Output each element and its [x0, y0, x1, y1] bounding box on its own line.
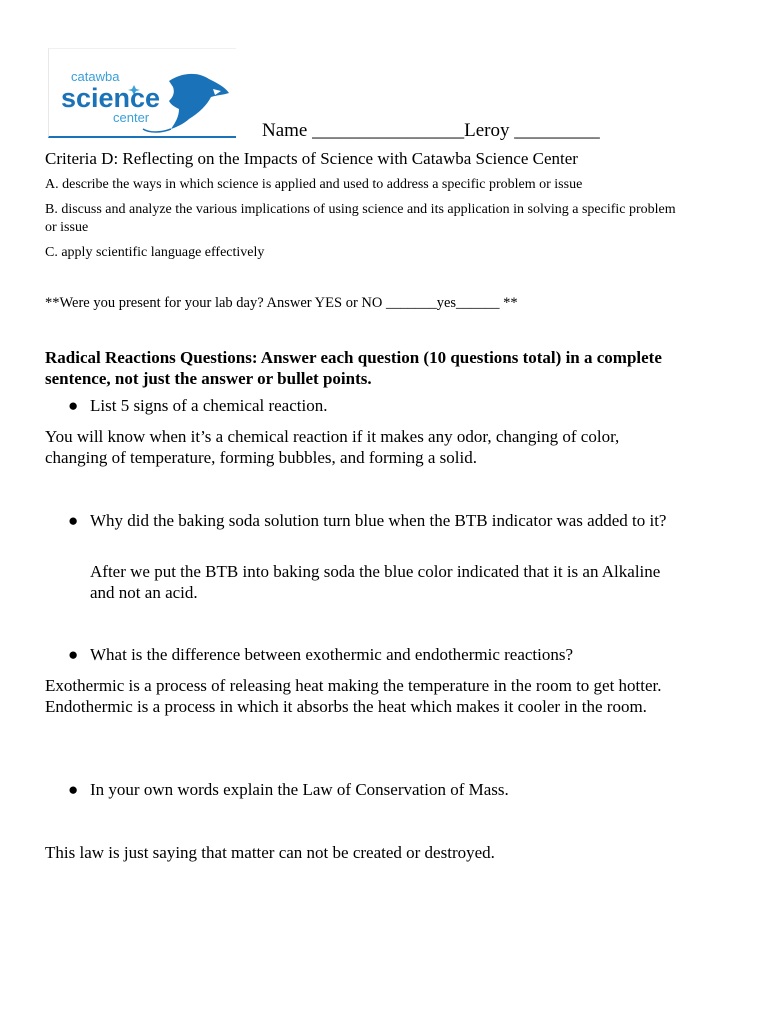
- logo-text-catawba: catawba: [71, 69, 120, 84]
- answer-1: You will know when it’s a chemical reaction if it makes any odor, changing of color, changing of temperature, forming bubbles, and forming a solid.: [45, 427, 620, 467]
- logo-text-science: science: [61, 83, 161, 113]
- bullet-icon: ●: [68, 396, 79, 415]
- answer-3: Exothermic is a process of releasing heat making the temperature in the room to get hotter. Endothermic is a process in which it absorbs the heat which makes it cooler in the room.: [45, 676, 662, 716]
- criteria-a: A. describe the ways in which science is applied and used to address a specific problem or issue: [45, 177, 583, 192]
- question-2: Why did the baking soda solution turn blue when the BTB indicator was added to it?: [90, 511, 667, 530]
- bullet-icon: ●: [68, 511, 79, 530]
- bullet-icon: ●: [68, 780, 79, 799]
- answer-4: This law is just saying that matter can not be created or destroyed.: [45, 843, 495, 862]
- question-4: In your own words explain the Law of Conservation of Mass.: [90, 780, 509, 799]
- question-3: What is the difference between exothermic and endothermic reactions?: [90, 645, 574, 664]
- catawba-science-center-logo: [48, 48, 236, 138]
- criteria-title: Criteria D: Reflecting on the Impacts of Science with Catawba Science Center: [45, 149, 578, 168]
- bullet-icon: ●: [68, 645, 79, 664]
- section-heading: Radical Reactions Questions: Answer each question (10 questions total) in a complete sentence, not just the answer or bullet points.: [45, 348, 662, 388]
- name-line: Name ________________Leroy _________: [262, 120, 600, 141]
- logo-text-center: center: [113, 110, 150, 125]
- answer-2: After we put the BTB into baking soda the blue color indicated that it is an Alkaline and not an acid.: [90, 562, 661, 602]
- criteria-c: C. apply scientific language effectively: [45, 245, 265, 260]
- lab-day-attendance: **Were you present for your lab day? Answer YES or NO _______yes______ **: [45, 295, 518, 311]
- manta-ray-icon: [49, 49, 237, 139]
- question-1: List 5 signs of a chemical reaction.: [90, 396, 328, 415]
- criteria-b: B. discuss and analyze the various implications of using science and its application in solving a specific problem or issue: [45, 202, 676, 235]
